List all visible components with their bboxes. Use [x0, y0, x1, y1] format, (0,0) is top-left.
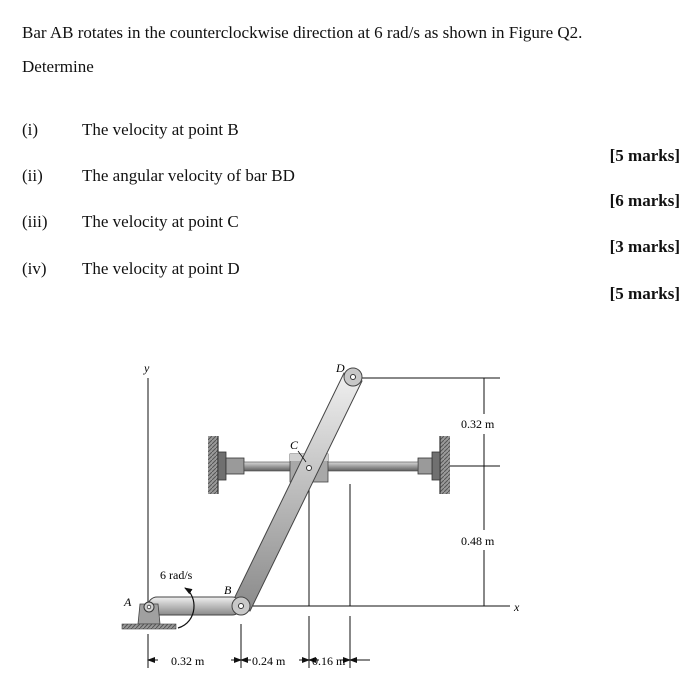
- intro-line-1: Bar AB rotates in the counterclockwise direction at 6 rad/s as shown in Figure Q2.: [22, 23, 583, 42]
- question-text: The velocity at point B: [82, 120, 239, 139]
- guide-rod-left: [244, 462, 292, 471]
- angular-speed-label: 6 rad/s: [160, 568, 193, 582]
- bar-bd: [232, 368, 362, 611]
- right-wall-support: [418, 436, 450, 494]
- question-1-marks: [5 marks]: [609, 146, 680, 165]
- dimension-horizontal-3-label: 0.16 m: [312, 654, 346, 668]
- question-2-marks: [6 marks]: [609, 191, 680, 210]
- point-a-label: A: [124, 595, 132, 609]
- dimension-horizontal-2-label: 0.24 m: [252, 654, 286, 668]
- question-number: (ii): [22, 166, 43, 185]
- left-wall-support: [208, 436, 244, 494]
- question-number: (iii): [22, 212, 48, 231]
- question-text: The angular velocity of bar BD: [82, 166, 295, 185]
- question-text: The velocity at point D: [82, 259, 240, 278]
- dimension-lower-label: 0.48 m: [461, 534, 495, 548]
- point-d-label: D: [336, 361, 345, 375]
- dimension-horizontal-1-label: 0.32 m: [171, 654, 205, 668]
- question-4-marks: [5 marks]: [609, 284, 680, 303]
- point-b-label: B: [224, 583, 232, 597]
- question-number: (i): [22, 120, 39, 139]
- vertical-dimension: [478, 378, 490, 606]
- bar-ab: [148, 597, 250, 615]
- guide-rod-right: [326, 462, 418, 471]
- point-c-label: C: [290, 438, 299, 452]
- question-number: (iv): [22, 259, 47, 278]
- x-axis-label: x: [514, 600, 520, 614]
- question-text: The velocity at point C: [82, 212, 239, 231]
- intro-line-2: Determine: [22, 57, 94, 76]
- y-axis-label: y: [144, 361, 150, 375]
- dimension-upper-label: 0.32 m: [461, 417, 495, 431]
- question-3-marks: [3 marks]: [609, 237, 680, 256]
